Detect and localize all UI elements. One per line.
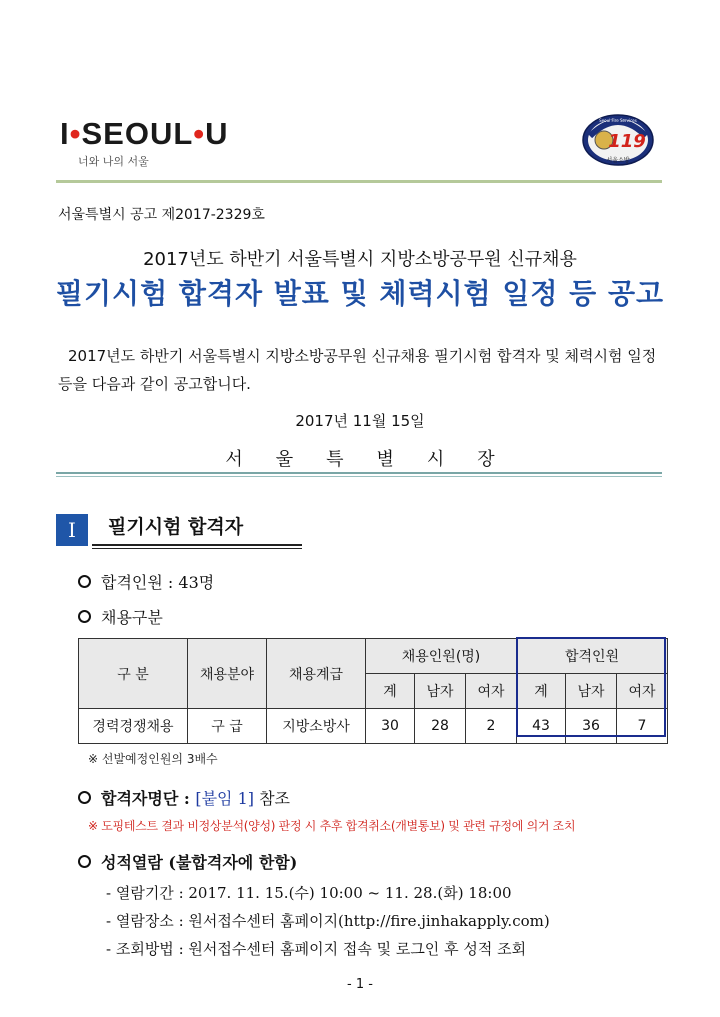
divider [56,476,662,477]
section-underline [92,544,302,546]
grades-method: - 조회방법 : 원서접수센터 홈페이지 접속 및 로그인 후 성적 조회 [106,940,527,958]
table-row [79,709,668,744]
section-title: 필기시험 합격자 [108,516,244,538]
table-cell: 30 [366,709,415,744]
grades-period: - 열람기간 : 2017. 11. 15.(수) 10:00 ~ 11. 28.(화) 18:00 [106,884,512,902]
seoul-fire-emblem [580,112,656,168]
page-number: - 1 - [347,977,373,992]
table-cell: 구 급 [188,709,267,744]
table-subheader: 여자 [466,674,517,709]
table-header: 합격인원 [517,639,668,674]
table-cell: 2 [466,709,517,744]
circle-bullet-icon [78,791,91,804]
table-cell: 43 [517,709,566,744]
intro-paragraph: 2017년도 하반기 서울특별시 지방소방공무원 신규채용 필기시험 합격자 및 체력시험 일정 등을 다음과 같이 공고합니다. [58,347,657,393]
notice-subtitle: 2017년도 하반기 서울특별시 지방소방공무원 신규채용 [143,249,577,270]
attachment-reference: [붙임 1] [195,789,254,808]
issuer-name: 서울특별시장 [225,449,528,470]
passers-count-item: 합격인원 : 43명 [78,570,214,593]
circle-bullet-icon [78,610,91,623]
circle-bullet-icon [78,855,91,868]
table-cell: 7 [617,709,668,744]
emblem-top-text: Seoul Fire Services [599,118,637,123]
header-rule [56,180,662,183]
table-subheader: 계 [366,674,415,709]
table-header: 채용분야 [188,639,267,709]
table-header: 구 분 [79,639,188,709]
section-underline [92,548,302,549]
seoul-logo: I•SEOUL•U [60,116,229,151]
recruitment-table [78,638,668,744]
circle-bullet-icon [78,575,91,588]
logo-dot: • [193,116,206,151]
table-subheader: 계 [517,674,566,709]
doping-note: ※ 도핑테스트 결과 비정상분석(양성) 판정 시 추후 합격취소(개별통보) 및 관련 규정에 의거 조치 [88,819,576,833]
notice-number: 서울특별시 공고 제2017-2329호 [58,207,265,223]
table-header: 채용인원(명) [366,639,517,674]
table-cell: 36 [566,709,617,744]
multiplier-note: ※ 선발예정인원의 3배수 [88,752,218,766]
passers-list-item: 합격자명단 : [붙임 1] 참조 [78,786,290,809]
grades-location: - 열람장소 : 원서접수센터 홈페이지(http://fire.jinhakapply.com) [106,912,550,930]
notice-date: 2017년 11월 15일 [295,412,425,430]
emblem-caption: 서울소방 [606,157,630,164]
table-subheader: 남자 [415,674,466,709]
divider [56,472,662,474]
table-subheader: 남자 [566,674,617,709]
table-cell: 경력경쟁채용 [79,709,188,744]
notice-title: 필기시험 합격자 발표 및 체력시험 일정 등 공고 [55,277,665,310]
grades-item: 성적열람 (불합격자에 한함) [78,850,297,873]
logo-subtext: 너와 나의 서울 [78,155,149,168]
section-number-badge: I [56,514,88,546]
table-cell: 28 [415,709,466,744]
table-header: 채용계급 [267,639,366,709]
emblem-number: 119 [608,131,646,152]
category-item: 채용구분 [78,605,163,628]
table-cell: 지방소방사 [267,709,366,744]
table-subheader: 여자 [617,674,668,709]
logo-dot: • [69,116,82,151]
